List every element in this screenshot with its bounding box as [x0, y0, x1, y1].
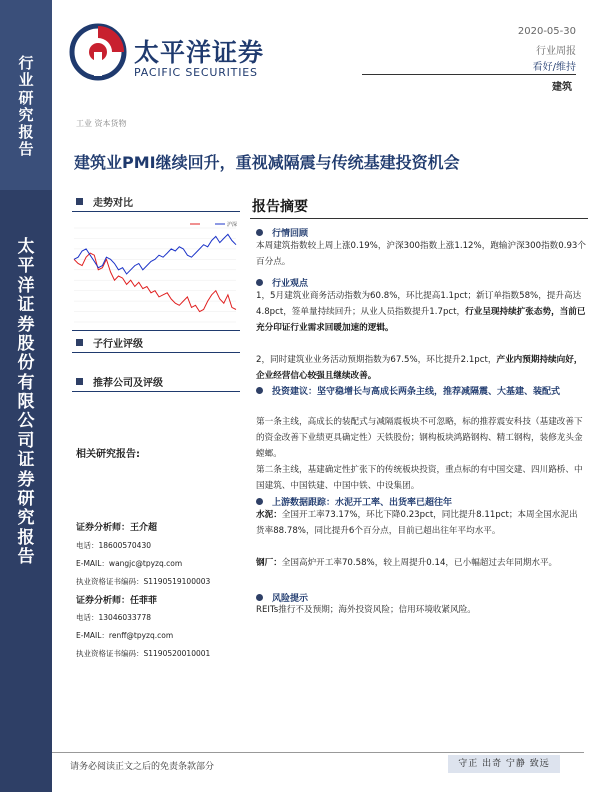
investment-text-1: 第一条主线，高成长的装配式与减隔震板块不可忽略，标的推荐震安科技（基建改善下的资金改善下业绩更具确定性）天铁股份；钢构板块鸿路钢构、精工钢构，装修龙头金螳螂。 — [256, 417, 583, 459]
sidebar-char: 证 — [17, 295, 35, 316]
logo-cn-text: 太平洋证券 — [134, 38, 265, 67]
trend-heading: 走势对比 — [76, 194, 133, 209]
sidebar-report-label — [0, 55, 52, 159]
sidebar-char: 券 — [17, 469, 35, 490]
sidebar-char: 报 — [17, 527, 35, 548]
risk-text: REITs推行不及预期；海外投资风险；信用环境收紧风险。 — [256, 605, 476, 615]
analyst-email: E-MAIL：wangjc@tpyzq.com — [76, 559, 183, 568]
breadcrumb: 工业 资本货物 — [76, 119, 127, 128]
sidebar-char: 股 — [17, 333, 35, 354]
sidebar-char: 太 — [17, 237, 35, 257]
sidebar-char: 告 — [17, 547, 35, 567]
sidebar-char: 司 — [17, 430, 35, 451]
sidebar-char: 券 — [17, 314, 35, 335]
report-date: 2020-05-30 — [517, 26, 576, 37]
legend-label: 沪深 — [227, 222, 238, 228]
sidebar-char: 研 — [18, 88, 34, 107]
analyst-name: 证券分析师：任菲菲 — [76, 596, 158, 606]
footer-divider — [52, 752, 584, 753]
sidebar-char: 究 — [17, 508, 35, 529]
investment-text-2: 第二条主线，基建确定性扩张下的传统板块投资，重点标的有中国交建、四川路桥、中国建筑、中国铁建、中国中铁、中设集团。 — [256, 465, 583, 491]
section-heading: 行情回顾 — [256, 226, 308, 239]
section-heading: 投资建议：坚守稳增长与高成长两条主线，推荐减隔震、大基建、装配式 — [256, 384, 586, 400]
company-heading: 推荐公司及评级 — [76, 374, 163, 389]
series-line-sector — [74, 253, 236, 312]
sidebar-char: 行 — [18, 54, 34, 72]
footer-motto: 守正 出奇 宁静 致远 — [448, 755, 560, 773]
industry-view-p1: 1，5月建筑业商务活动指数为60.8%，环比提高1.1pct；新订单指数58%，提升高达4.8pct，签单量持续回升；从业人员指数提升1.7pct，行业呈现持续扩张态势，当前已充分印证行业需求回暖加速的逻辑。 — [256, 291, 586, 333]
header-divider — [362, 74, 576, 75]
bullet-icon — [256, 594, 263, 601]
sidebar-company-label — [0, 238, 52, 567]
sidebar-char: 研 — [17, 488, 35, 509]
steel-data-text: 钢厂：全国高炉开工率70.58%，较上周提升0.14，已小幅超过去年同期水平。 — [256, 558, 558, 568]
analyst-email: E-MAIL：renff@tpyzq.com — [76, 631, 174, 640]
industry-view-p2: 2，同时建筑业业务活动预期指数为67.5%，环比提升2.1pct，产业内预期持续向好，企业经营信心较强且继续改善。 — [256, 355, 583, 381]
square-bullet-icon — [76, 198, 83, 205]
analyst-phone: 电话：13046033778 — [76, 613, 151, 622]
sidebar-char: 究 — [18, 105, 34, 124]
divider — [250, 218, 588, 219]
divider — [72, 391, 240, 392]
page-title: 建筑业PMI继续回升，重视减隔震与传统基建投资机会 — [74, 153, 460, 172]
section-heading: 行业观点 — [256, 276, 308, 289]
sidebar-char: 限 — [17, 392, 35, 412]
square-bullet-icon — [76, 339, 83, 346]
sub-industry-heading: 子行业评级 — [76, 335, 143, 350]
section-heading: 上游数据跟踪：水泥开工率、出货率已超往年 — [256, 495, 452, 508]
market-review-text: 本周建筑指数较上周上涨0.19%，沪深300指数上涨1.12%，跑输沪深300指数0.93个百分点。 — [256, 241, 586, 267]
divider — [72, 330, 240, 331]
series-line-hs300 — [74, 234, 236, 274]
sidebar-char: 有 — [17, 372, 35, 393]
bullet-icon — [256, 279, 263, 286]
bullet-icon — [256, 498, 263, 505]
analyst-name: 证券分析师：王介超 — [76, 523, 158, 533]
footer-disclaimer: 请务必阅读正文之后的免责条款部分 — [70, 762, 215, 772]
sector-label: 建筑 — [552, 82, 572, 93]
sidebar-char: 平 — [17, 256, 35, 277]
summary-heading: 报告摘要 — [252, 199, 308, 215]
section-heading: 风险提示 — [256, 591, 308, 604]
analyst-phone: 电话：18600570430 — [76, 541, 151, 550]
logo-en-text: PACIFIC SECURITIES — [134, 66, 258, 79]
rating: 看好/维持 — [532, 62, 576, 73]
bullet-icon — [256, 387, 263, 394]
square-bullet-icon — [76, 378, 83, 385]
analyst-license: 执业资格证书编码：S1190520010001 — [76, 649, 211, 658]
cement-data-text: 水泥：全国开工率73.17%，环比下降0.23pct，同比提升8.11pct；本周全国水泥出货率88.78%，同比提升6个百分点，目前已超出往年平均水平。 — [256, 510, 578, 536]
related-reports-heading: 相关研究报告: — [76, 449, 140, 460]
sidebar-char: 证 — [17, 450, 35, 471]
sidebar-char: 业 — [18, 71, 34, 90]
analyst-license: 执业资格证书编码：S1190519100003 — [76, 577, 211, 586]
sidebar-char: 公 — [17, 411, 35, 432]
sidebar-char: 洋 — [17, 275, 35, 296]
sidebar-char: 告 — [18, 140, 34, 159]
bullet-icon — [256, 229, 263, 236]
divider — [72, 352, 240, 353]
divider — [72, 211, 240, 212]
trend-chart — [70, 220, 240, 328]
sidebar-char: 份 — [17, 353, 35, 374]
sidebar-char: 报 — [18, 123, 34, 141]
report-type: 行业周报 — [536, 46, 576, 57]
pacific-logo-icon — [68, 22, 128, 82]
